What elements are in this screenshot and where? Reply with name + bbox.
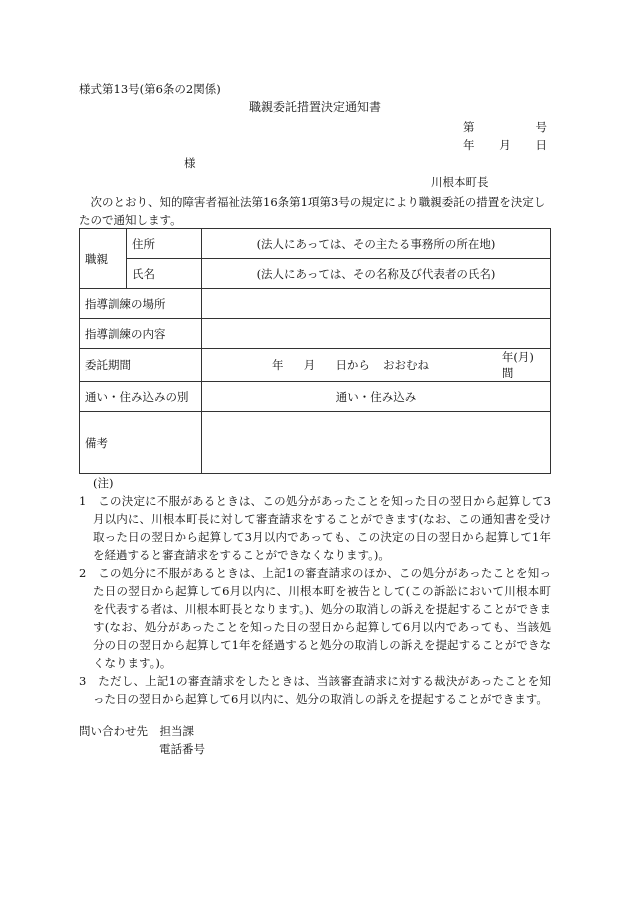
note-2: 2 この処分に不服があるときは、上記1の審査請求のほか、この処分があったことを知った日の翌日から起算して6月以内に、川根本町を被告として(この訴訟において川根本町を代表する者は、川根本町長となります。)、処分の取消しの訴えを提起することができます(なお、処分があったことを知った日の翌日から起算して6月以内であっても、当該処分の日の翌日から起算して1年を経過すると処分の取消しの訴えを提起することができなくなります。)。 <box>79 566 551 670</box>
contact-dept: 担当課 <box>159 724 194 738</box>
table-row <box>80 382 551 412</box>
issuer: 川根本町長 <box>431 175 489 189</box>
name-label: 氏名 <box>127 259 202 289</box>
period-approx: おおむね <box>383 358 429 372</box>
period-label: 委託期間 <box>80 349 202 382</box>
table-row <box>80 289 551 319</box>
notes-heading: (注) <box>93 476 114 490</box>
recipient-honorific: 様 <box>184 156 196 170</box>
remarks-label: 備考 <box>80 412 202 474</box>
period-year: 年 <box>272 358 284 372</box>
period-field[interactable] <box>202 349 551 382</box>
number-suffix: 号 <box>535 120 547 134</box>
training-content-label: 指導訓練の内容 <box>80 319 202 349</box>
period-duration: 年(月)間 <box>501 350 534 380</box>
table-row <box>80 319 551 349</box>
entrustment-table <box>79 228 551 474</box>
training-place-field[interactable] <box>202 289 551 319</box>
shokushin-label: 職親 <box>80 229 127 289</box>
date-month: 月 <box>499 138 511 152</box>
document-number <box>463 121 547 135</box>
form-number: 様式第13号(第6条の2関係) <box>79 82 221 96</box>
name-field[interactable]: (法人にあっては、その名称及び代表者の氏名) <box>202 259 551 289</box>
contact-phone: 電話番号 <box>159 742 205 756</box>
training-place-label: 指導訓練の場所 <box>80 289 202 319</box>
note-3: 3 ただし、上記1の審査請求をしたときは、当該審査請求に対する裁決があったことを知った日の翌日から起算して6月以内に、処分の取消しの訴えを提起することができます。 <box>79 674 551 706</box>
training-content-field[interactable] <box>202 319 551 349</box>
period-month: 月 <box>303 358 316 372</box>
document-date <box>463 139 547 153</box>
notes <box>79 474 551 708</box>
address-field[interactable]: (法人にあっては、その主たる事務所の所在地) <box>202 229 551 259</box>
table-row <box>80 412 551 474</box>
table-row <box>80 349 551 382</box>
intro-text: 次のとおり、知的障害者福祉法第16条第1項第3号の規定により職親委託の措置を決定したので通知します。 <box>79 195 546 227</box>
period-from: 日から <box>335 358 370 372</box>
remarks-field[interactable] <box>202 412 551 474</box>
contact-label: 問い合わせ先 <box>79 724 148 738</box>
date-day: 日 <box>535 138 547 152</box>
note-1: 1 この決定に不服があるときは、この処分があったことを知った日の翌日から起算して3月以内に、川根本町長に対して審査請求をすることができます(なお、この通知書を受け取った日の翌日から起算して3月以内であっても、この決定の日の翌日から起算して1年を経過すると審査請求をすることができなくなります。)。 <box>79 494 551 562</box>
commute-type-label: 通い・住み込みの別 <box>80 382 202 412</box>
date-year: 年 <box>463 138 475 152</box>
number-prefix: 第 <box>463 120 475 134</box>
document-title: 職親委託措置決定通知書 <box>248 100 381 114</box>
table-row <box>80 259 551 289</box>
table-row <box>80 229 551 259</box>
address-label: 住所 <box>127 229 202 259</box>
commute-type-field[interactable]: 通い・住み込み <box>202 382 551 412</box>
contact-info <box>79 722 205 758</box>
